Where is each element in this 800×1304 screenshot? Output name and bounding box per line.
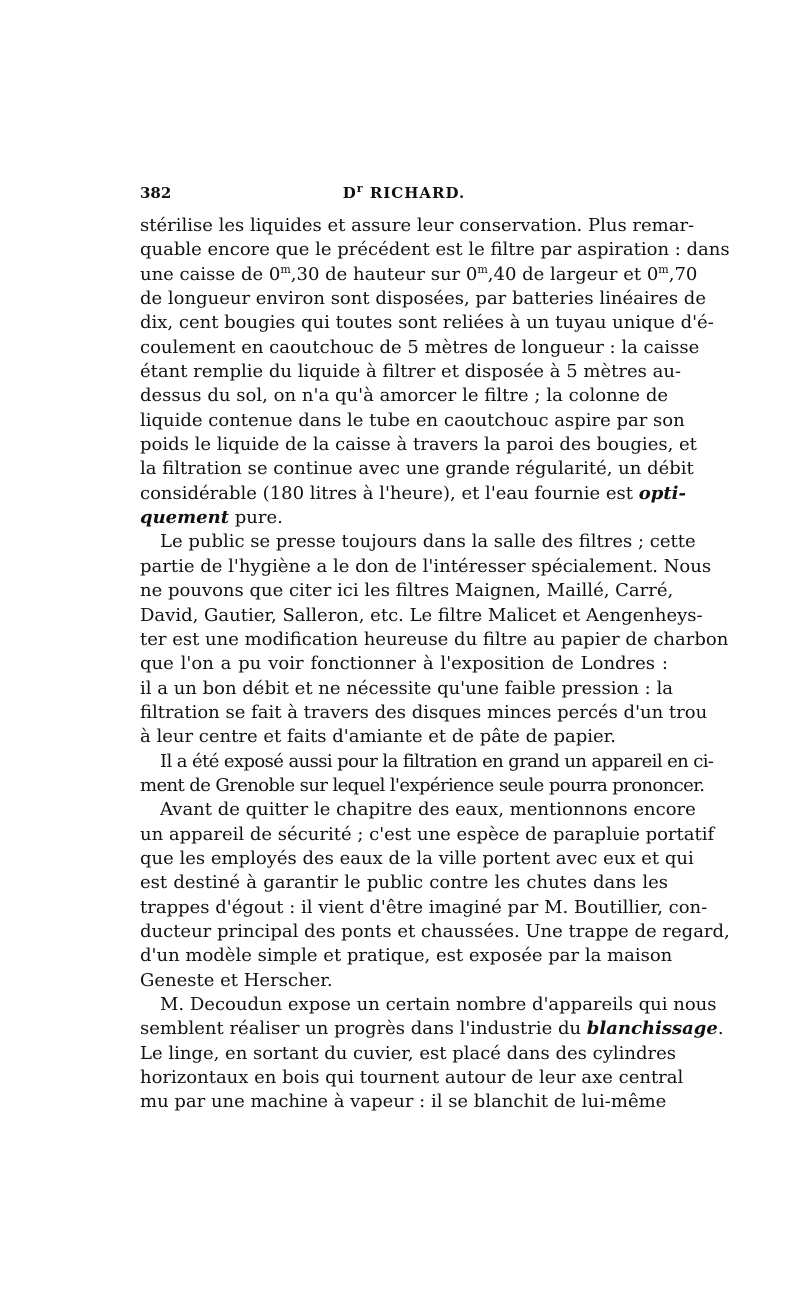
text-line: partie de l'hygiène a le don de l'intéresser spécialement. Nous [140,555,712,577]
text-line: quable encore que le précédent est le filtre par aspiration : dans [140,239,730,261]
text-line: liquide contenue dans le tube en caoutchouc aspire par son [140,409,685,431]
text-line: Le linge, en sortant du cuvier, est placé dans des cylindres [140,1042,676,1064]
text-line: coulement en caoutchouc de 5 mètres de longueur : la caisse [140,336,700,358]
paragraph [140,530,729,749]
text-line: de longueur environ sont disposées, par batteries linéaires de [140,288,706,310]
page-header [140,184,668,208]
text-line: Avant de quitter le chapitre des eaux, mentionnons encore [160,799,696,821]
text-line: Le public se presse toujours dans la salle des filtres ; cette [160,531,696,553]
text-line: une caisse de 0$^m$,30 de hauteur sur 0$^m$,40 de largeur et 0$^m$,70 [140,262,698,285]
text-line: trappes d'égout : il vient d'être imaginé par M. Boutillier, con- [140,896,708,918]
text-line: ne pouvons que citer ici les filtres Maignen, Maillé, Carré, [140,580,674,602]
text-line: filtration se fait à travers des disques minces percés d'un trou [140,701,708,723]
paragraph [140,798,730,993]
running-head: $D^r$ RICHARD. [342,182,466,202]
text-line: dessus du sol, on n'a qu'à amorcer le filtre ; la colonne de [140,385,668,407]
text-line: Il a été exposé aussi pour la filtration en grand un appareil en ci- [160,750,714,772]
paragraph [140,993,724,1115]
paragraph [140,214,730,530]
text-line: David, Gautier, Salleron, etc. Le filtre Malicet et Aengenheys- [140,604,703,626]
text-line: à leur centre et faits d'amiante et de pâte de papier. [140,726,617,748]
text-line: ter est une modification heureuse du filtre au papier de charbon [140,628,729,650]
text-line: mu par une machine à vapeur : il se blanchit de lui-même [140,1091,667,1113]
text-line: Geneste et Herscher. [140,969,333,991]
text-line: est destiné à garantir le public contre les chutes dans les [140,872,668,894]
text-line: poids le liquide de la caisse à travers la paroi des bougies, et [140,434,697,456]
text-line: ment de Grenoble sur lequel l'expérience seule pourra prononcer. [140,774,705,796]
text-line: dix, cent bougies qui toutes sont reliées à un tuyau unique d'é- [140,312,714,334]
text-line: un appareil de sécurité ; c'est une espèce de parapluie portatif [140,823,715,845]
text-line: horizontaux en bois qui tournent autour de leur axe central [140,1067,684,1089]
text-line: étant remplie du liquide à filtrer et disposée à 5 mètres au- [140,361,682,383]
text-line: que l'on a pu voir fonctionner à l'exposition de Londres : [140,653,668,675]
text-line: considérable (180 litres à l'heure), et l'eau fournie est opti- [140,482,686,504]
page-number: 382 [140,184,172,202]
text-line: M. Decoudun expose un certain nombre d'appareils qui nous [160,994,717,1015]
text-line: ducteur principal des ponts et chaussées. Une trappe de regard, [140,920,730,942]
text-line: quement pure. [140,507,283,529]
text-line: il a un bon débit et ne nécessite qu'une faible pression : la [140,677,673,699]
paragraph [140,750,714,799]
text-line: la filtration se continue avec une grande régularité, un débit [140,458,694,480]
text-line: stérilise les liquides et assure leur conservation. Plus remar- [140,215,695,236]
text-line: d'un modèle simple et pratique, est exposée par la maison [140,945,673,967]
text-line: que les employés des eaux de la ville portent avec eux et qui [140,847,694,869]
text-line: semblent réaliser un progrès dans l'industrie du blanchissage. [140,1018,724,1040]
body-text [140,214,730,1115]
